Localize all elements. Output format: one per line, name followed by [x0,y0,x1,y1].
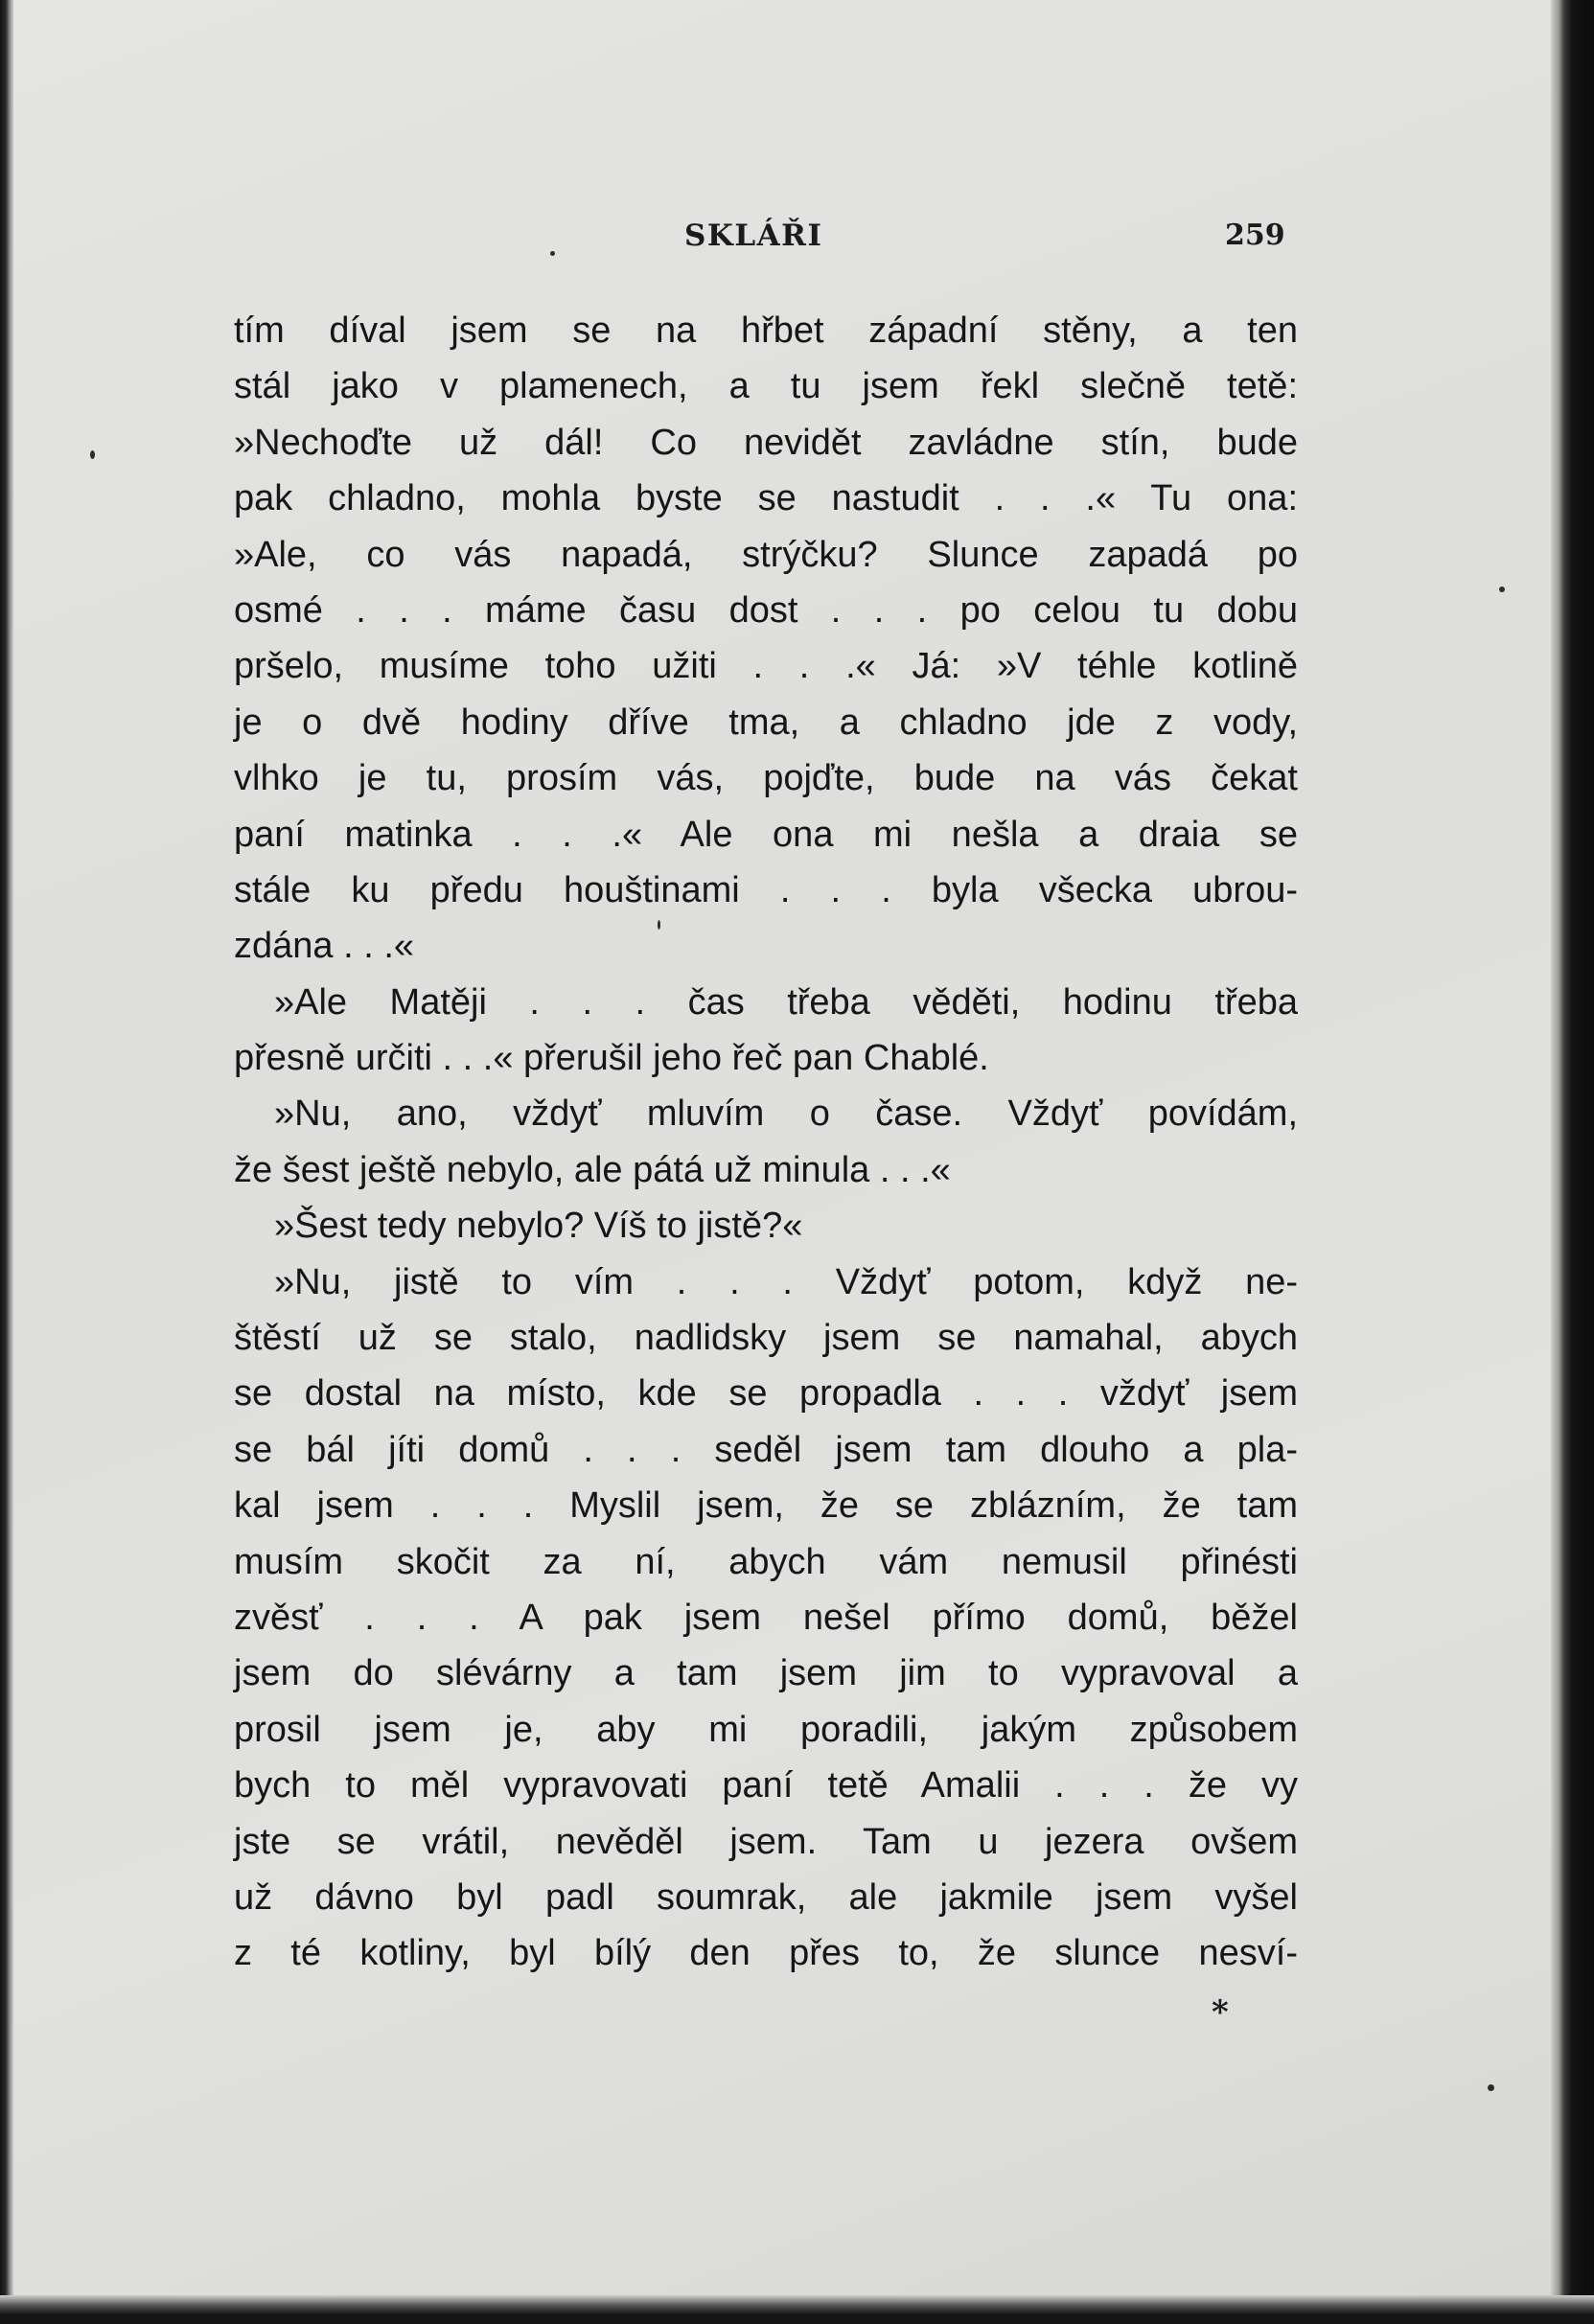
left-binding-shadow [0,0,13,2324]
running-head [13,219,1551,266]
text-line: jste se vrátil, nevěděl jsem. Tam u jezera ovšem [234,1821,1298,1862]
text-line: už dávno byl padl soumrak, ale jakmile jsem vyšel [234,1876,1298,1918]
text-line: »Ale Matěji . . . čas třeba věděti, hodinu třeba [274,981,1298,1023]
text-line: zdána . . .« [234,926,415,967]
bottom-edge-shadow [0,2295,1594,2324]
text-line: kal jsem . . . Myslil jsem, že se zblázním, že tam [234,1485,1298,1527]
text-line: pak chladno, mohla byste se nastudit . . .« Tu ona: [234,478,1298,519]
text-line: je o dvě hodiny dříve tma, a chladno jde z vody, [234,702,1298,743]
text-line: musím skočit za ní, abych vám nemusil přinésti [234,1541,1298,1582]
text-line: zvěsť . . . A pak jsem nešel přímo domů, běžel [234,1597,1298,1638]
running-title: SKLÁŘI [684,219,823,253]
scan-speck [1499,587,1505,592]
text-line: jsem do slévárny a tam jsem jim to vypravoval a [234,1653,1298,1694]
text-line: »Ale, co vás napadá, strýčku? Slunce zapadá po [234,534,1298,575]
text-line: tím díval jsem se na hřbet západní stěny, a ten [234,311,1298,351]
text-line: osmé . . . máme času dost . . . po celou tu dobu [234,589,1298,631]
scan-speck [90,450,95,459]
body-text [234,303,1298,1982]
page-number: 259 [1225,219,1285,252]
text-line: »Nu, ano, vždyť mluvím o čase. Vždyť povídám, [274,1093,1298,1135]
text-line: se bál jíti domů . . . seděl jsem tam dlouho a pla- [234,1429,1298,1470]
scan-speck [658,920,660,930]
text-line: že šest ještě nebylo, ale pátá už minula . . .« [234,1149,951,1190]
right-edge-shadow [1551,0,1594,2324]
text-line: stál jako v plamenech, a tu jsem řekl slečně tetě: [234,366,1298,407]
text-line: »Šest tedy nebylo? Víš to jistě?« [274,1206,803,1247]
text-line: pršelo, musíme toho užiti . . .« Já: »V téhle kotlině [234,646,1298,687]
book-page [13,0,1551,2295]
scan-speck [1488,2084,1494,2091]
scan-speck [550,251,555,256]
text-line: se dostal na místo, kde se propadla . . . vždyť jsem [234,1373,1298,1415]
text-line: štěstí už se stalo, nadlidsky jsem se namahal, abych [234,1318,1298,1359]
text-line: vlhko je tu, prosím vás, pojďte, bude na vás čekat [234,758,1298,799]
text-line: »Nu, jistě to vím . . . Vždyť potom, když ne- [274,1261,1298,1302]
signature-mark: * [1212,1993,1229,2032]
text-line: stále ku předu houštinami . . . byla všecka ubrou- [234,869,1298,910]
text-line: přesně určiti . . .« přerušil jeho řeč pan Chablé. [234,1038,989,1079]
text-line: paní matinka . . .« Ale ona mi nešla a draia se [234,814,1298,855]
text-line: prosil jsem je, aby mi poradili, jakým způsobem [234,1709,1298,1750]
text-line: bych to měl vypravovati paní tetě Amalii . . . že vy [234,1765,1298,1806]
text-line: »Nechoďte už dál! Co nevidět zavládne stín, bude [234,422,1298,463]
text-line: z té kotliny, byl bílý den přes to, že slunce nesví- [234,1933,1298,1974]
